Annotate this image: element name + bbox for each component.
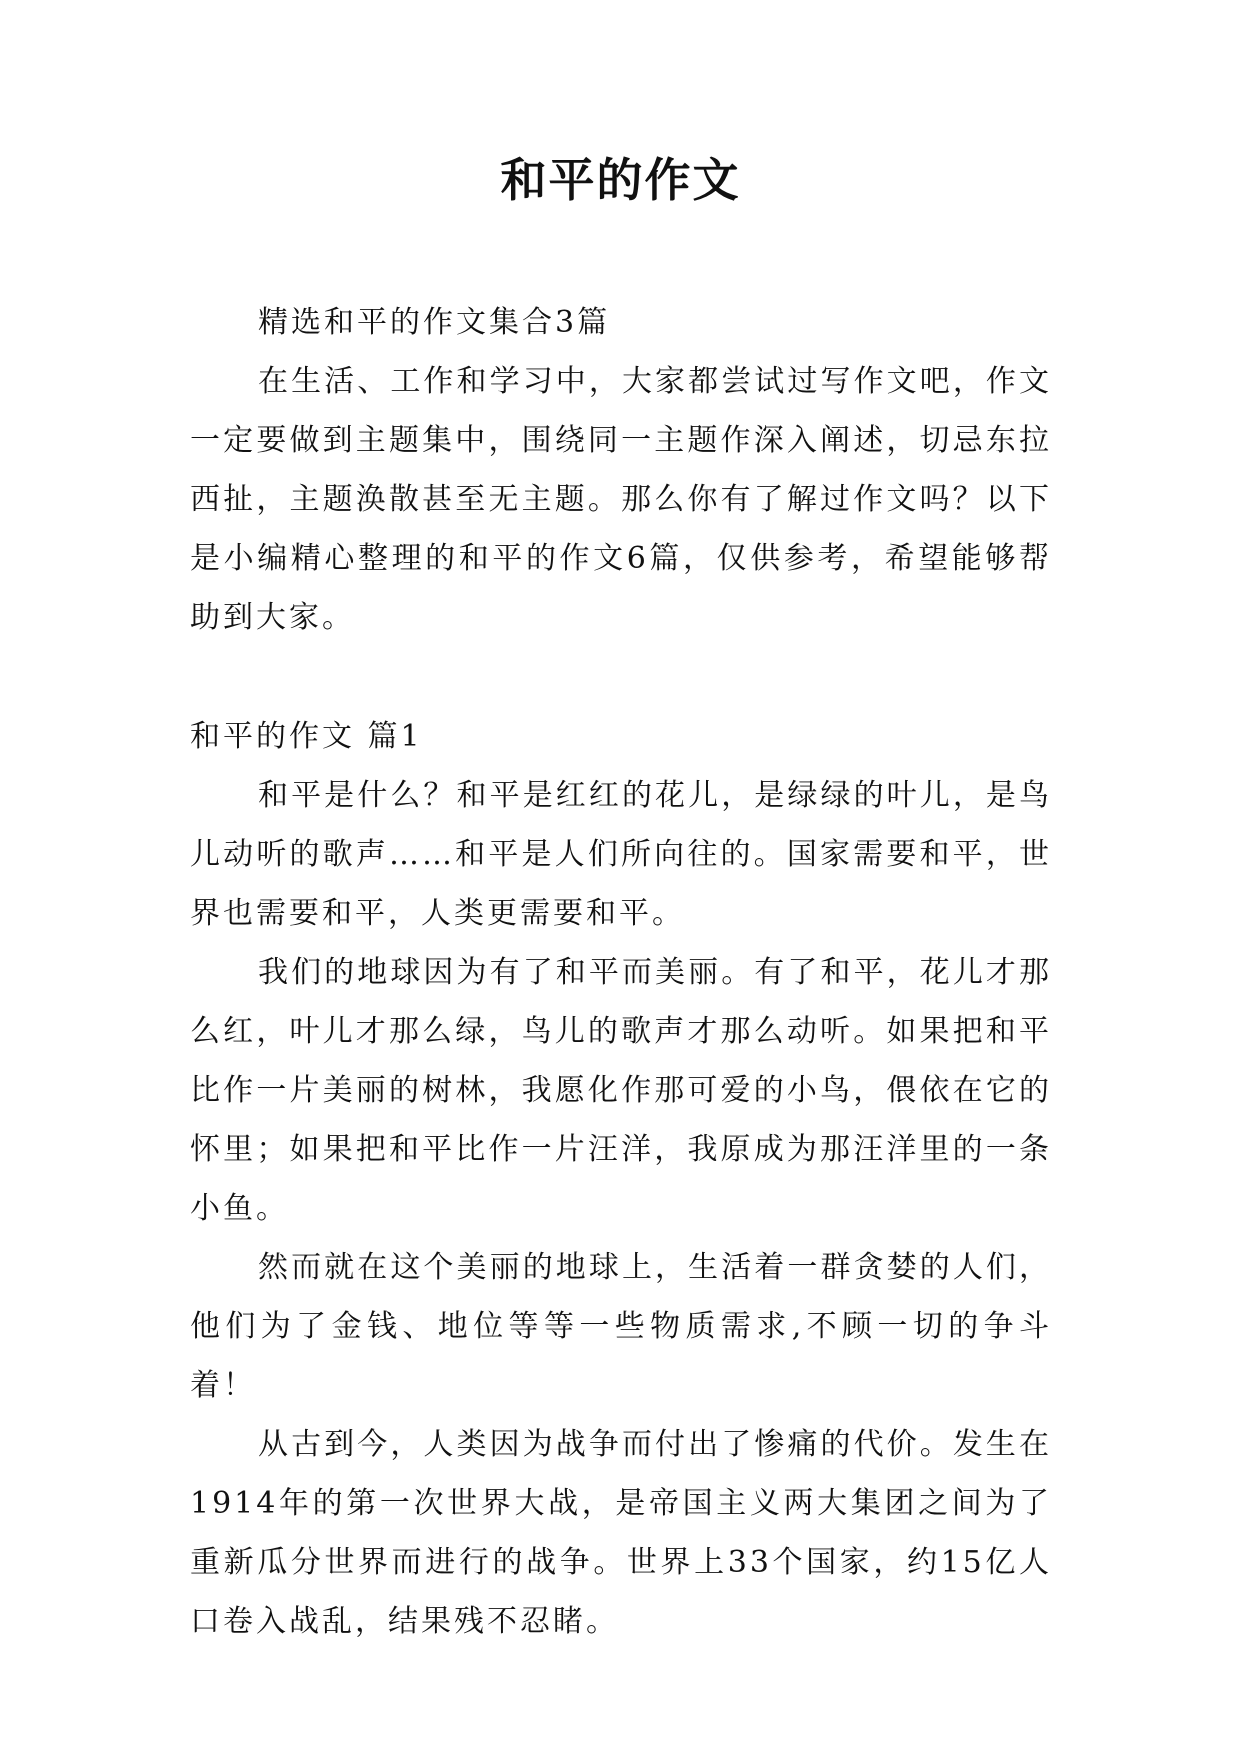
body-paragraph: 我们的地球因为有了和平而美丽。有了和平，花儿才那么红，叶儿才那么绿，鸟儿的歌声才那么动听。如果把和平比作一片美丽的树林，我愿化作那可爱的小鸟，偎依在它的怀里；如果把和平比作一片汪洋，我原成为那汪洋里的一条小鱼。 — [190, 955, 1052, 1226]
document-body — [190, 293, 1052, 1651]
section-heading: 和平的作文 篇1 — [190, 719, 423, 754]
document-subtitle: 精选和平的作文集合3篇 — [258, 305, 611, 340]
body-paragraph: 和平是什么？和平是红红的花儿，是绿绿的叶儿，是鸟儿动听的歌声……和平是人们所向往的。国家需要和平，世界也需要和平，人类更需要和平。 — [190, 778, 1052, 931]
document-title: 和平的作文 — [500, 153, 741, 207]
body-paragraph: 从古到今，人类因为战争而付出了惨痛的代价。发生在1914年的第一次世界大战，是帝国主义两大集团之间为了重新瓜分世界而进行的战争。世界上33个国家，约15亿人口卷入战乱，结果残不忍睹。 — [190, 1427, 1052, 1639]
body-paragraph: 然而就在这个美丽的地球上，生活着一群贪婪的人们，他们为了金钱、地位等等一些物质需求,不顾一切的争斗着！ — [190, 1250, 1052, 1403]
intro-paragraph: 在生活、工作和学习中，大家都尝试过写作文吧，作文一定要做到主题集中，围绕同一主题作深入阐述，切忌东拉西扯，主题涣散甚至无主题。那么你有了解过作文吗？以下是小编精心整理的和平的作文6篇，仅供参考，希望能够帮助到大家。 — [190, 364, 1052, 635]
